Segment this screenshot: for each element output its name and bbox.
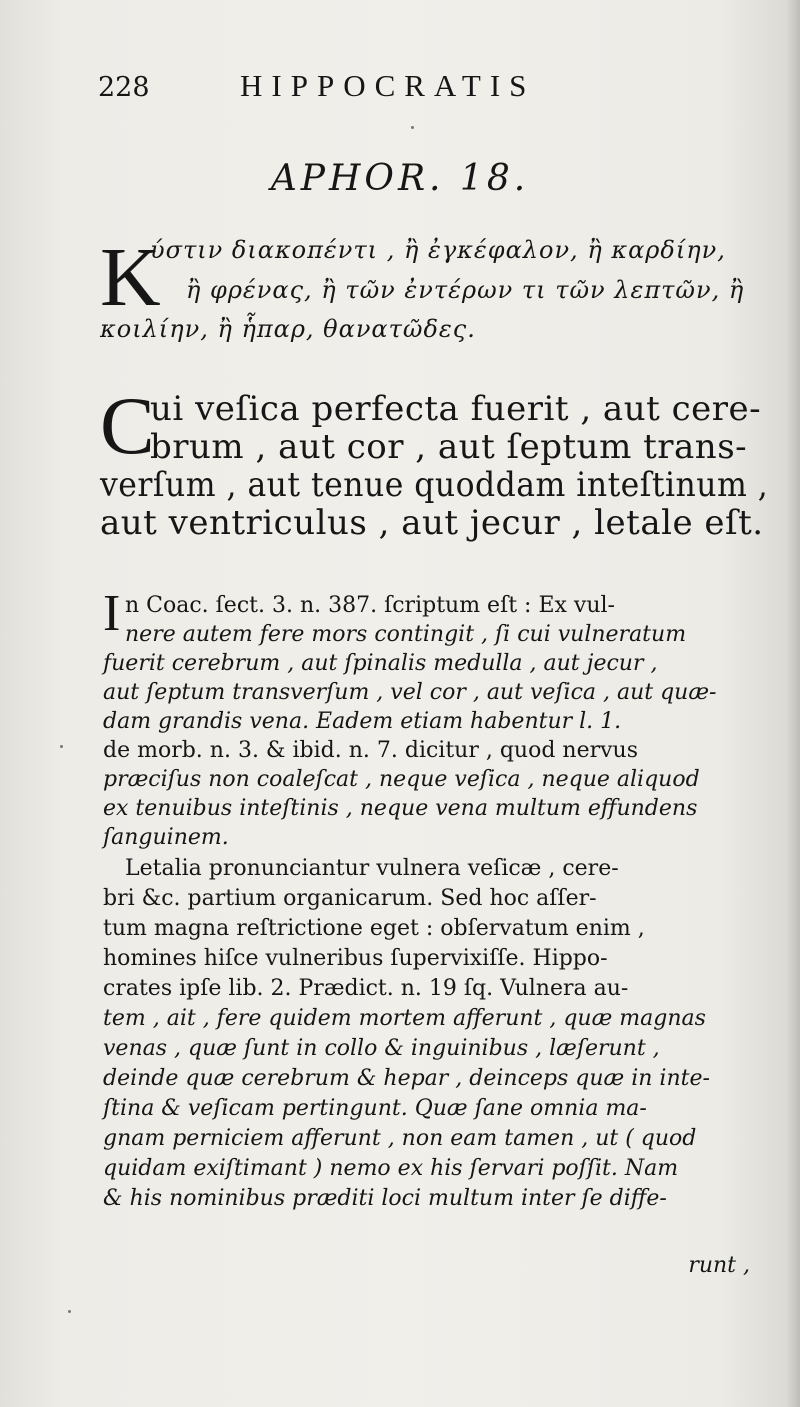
commentary-line: gnam perniciem afferunt , non eam tamen , ut ( quod — [103, 1126, 697, 1151]
commentary-line: Letalia pronunciantur vulnera veſicæ , cere- — [125, 856, 619, 881]
commentary-line: bri &c. partium organicarum. Sed hoc aſſer- — [103, 886, 597, 911]
commentary-line: dam grandis vena. Eadem etiam habentur l. 1. — [103, 709, 622, 734]
commentary-line: crates ipſe lib. 2. Prædict. n. 19 ſq. Vulnera au- — [103, 976, 629, 1001]
page-edge-shadow — [786, 0, 800, 1407]
commentary-line: n Coac. ſect. 3. n. 387. ſcriptum eſt : Ex vul- — [125, 593, 615, 618]
greek-line: ἢ φρένας, ἢ τῶν ἐντέρων τι τῶν λεπτῶν, ἢ — [186, 276, 745, 304]
catchword: runt , — [688, 1253, 750, 1278]
running-head: HIPPOCRATIS — [240, 68, 536, 103]
commentary-line: & his nominibus præditi loci multum inter ſe diffe- — [103, 1186, 667, 1211]
section-title — [0, 158, 800, 199]
latin-drop-capital: C — [100, 380, 155, 471]
commentary-line: nere autem fere mors contingit , ſi cui vulneratum — [125, 622, 687, 647]
ink-speck — [68, 1310, 71, 1313]
latin-line: verſum , aut tenue quoddam inteſtinum , — [100, 465, 769, 505]
ink-speck — [411, 126, 414, 129]
commentary-line: ſtina & veſicam pertingunt. Quæ ſane omnia ma- — [103, 1096, 647, 1121]
commentary-line: venas , quæ ſunt in collo & inguinibus , læſerunt , — [103, 1036, 660, 1061]
commentary-drop-capital: I — [103, 585, 121, 642]
commentary-line: fuerit cerebrum , aut ſpinalis medulla , aut jecur , — [103, 651, 658, 676]
greek-line: κοιλίην, ἢ ἧπαρ, θανατῶδες. — [100, 315, 476, 343]
page-header — [0, 66, 800, 106]
page-number: 228 — [98, 72, 150, 103]
latin-line: brum , aut cor , aut ſeptum trans- — [150, 427, 748, 467]
commentary-line: homines hiſce vulneribus ſupervixiſſe. Hippo- — [103, 946, 608, 971]
commentary-line: tem , ait , fere quidem mortem afferunt , quæ magnas — [103, 1006, 706, 1031]
greek-drop-capital: K — [100, 231, 161, 324]
commentary-line: ex tenuibus inteſtinis , neque vena multum effundens — [103, 796, 698, 821]
commentary-line: quidam exiſtimant ) nemo ex his ſervari poſſit. Nam — [103, 1156, 679, 1181]
greek-line: ύστιν διακοπέντι , ἢ ἐγκέφαλον, ἢ καρδίην, — [150, 236, 726, 264]
ink-speck — [60, 745, 63, 748]
latin-line: aut ventriculus , aut jecur , letale eſt. — [100, 503, 764, 543]
aphorism-heading: APHOR. 18. — [270, 158, 530, 199]
latin-line: ui veſica perfecta fuerit , aut cere- — [150, 389, 762, 429]
commentary-line: deinde quæ cerebrum & hepar , deinceps quæ in inte- — [103, 1066, 710, 1091]
commentary-line: præciſus non coaleſcat , neque veſica , neque aliquod — [103, 767, 700, 792]
commentary-line: tum magna reſtrictione eget : obſervatum enim , — [103, 916, 645, 941]
commentary-line: de morb. n. 3. & ibid. n. 7. dicitur , quod nervus — [103, 738, 639, 763]
commentary-line: ſanguinem. — [103, 825, 229, 850]
commentary-line: aut ſeptum transverſum , vel cor , aut veſica , aut quæ- — [103, 680, 717, 705]
